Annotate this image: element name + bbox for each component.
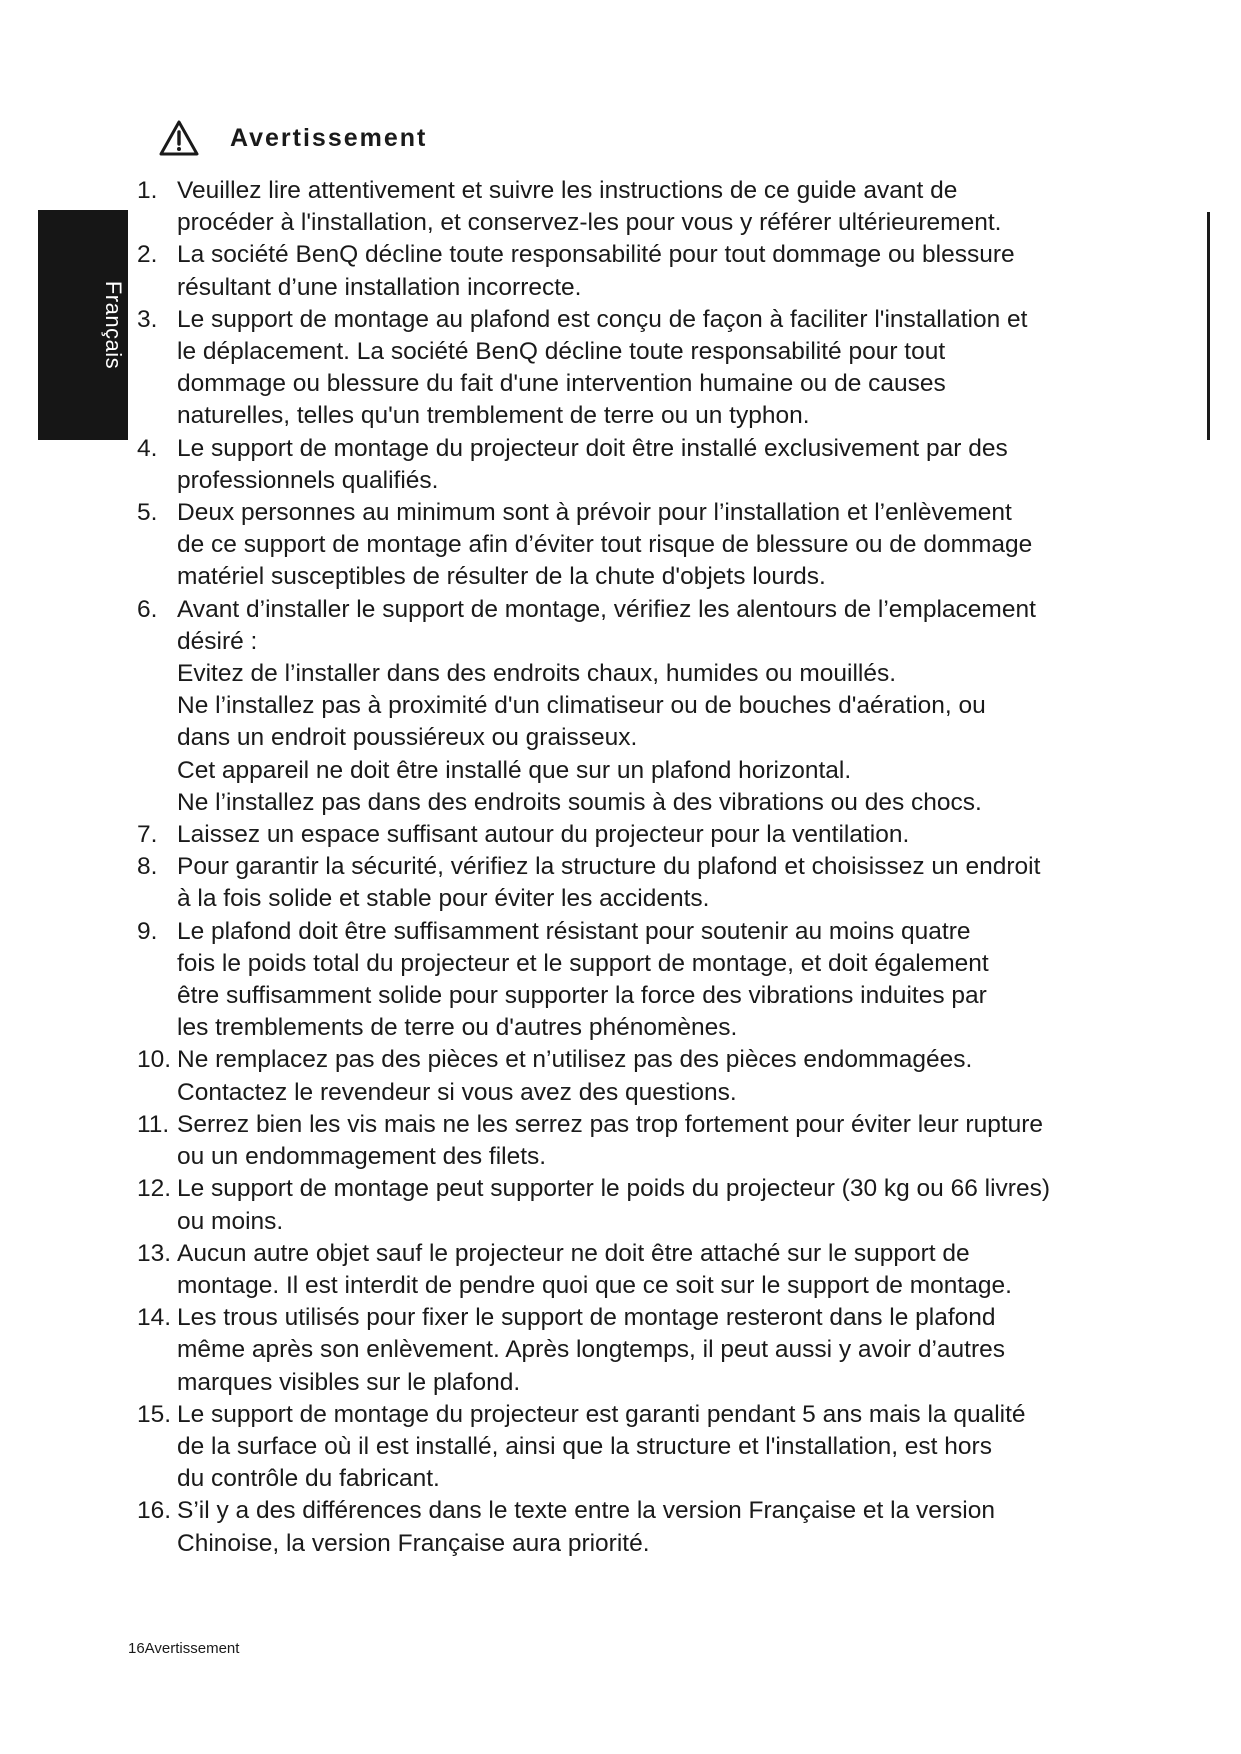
- item-number: 14.: [137, 1304, 172, 1332]
- item-text: Pour garantir la sécurité, vérifiez la structure du plafond et choisissez un endroit à la fois solide et stable pour éviter les accidents.: [177, 853, 1041, 913]
- item-number: 2.: [137, 241, 158, 269]
- warning-item: [137, 851, 1137, 915]
- warning-item: [137, 433, 1137, 497]
- warning-item: [137, 175, 1137, 239]
- item-text: Le support de montage du projecteur doit être installé exclusivement par des professionnels qualifiés.: [177, 434, 1008, 494]
- item-text: Le support de montage au plafond est conçu de façon à faciliter l'installation et le déplacement. La société BenQ décline toute responsabilité pour tout dommage ou blessure du fait d'une intervention humaine ou de causes naturelles, telles qu'un tremblement de terre ou un typhon.: [177, 305, 1028, 430]
- warning-triangle-icon: [158, 119, 200, 157]
- item-text: Le plafond doit être suffisamment résistant pour soutenir au moins quatre fois le poids total du projecteur et le support de montage, et doit également être suffisamment solide pour supporter la force des vibrations induites par les tremblements de terre ou d'autres phénomènes.: [177, 917, 989, 1042]
- item-number: 1.: [137, 177, 158, 204]
- item-number: 8.: [137, 853, 158, 881]
- warning-item: [137, 304, 1137, 433]
- item-number: 11.: [137, 1110, 170, 1138]
- item-text: Les trous utilisés pour fixer le support de montage resteront dans le plafond même après son enlèvement. Après longtemps, il peut aussi y avoir d’autres marques visibles sur le plafond.: [177, 1304, 1005, 1396]
- item-number: 5.: [137, 499, 158, 527]
- language-tab-label: Français: [101, 280, 126, 370]
- item-number: 16.: [137, 1497, 172, 1525]
- item-text: La société BenQ décline toute responsabilité pour tout dommage ou blessure résultant d’une installation incorrecte.: [177, 241, 1015, 301]
- item-text: Avant d’installer le support de montage, vérifiez les alentours de l’emplacement désiré : Evitez de l’installer dans des endroits chaux, humides ou mouillés. Ne l’installez pas à proximité d'un climatiseur ou de bouches d'aération, ou dans un endroit poussiéreux ou graisseux. Cet appareil ne doit être installé que sur un plafond horizontal. Ne l’installez pas dans des endroits soumis à des vibrations ou des chocs.: [177, 595, 1036, 816]
- item-number: 3.: [137, 305, 158, 333]
- item-text: S’il y a des différences dans le texte entre la version Française et la version Chinoise, la version Française aura priorité.: [177, 1497, 995, 1557]
- item-number: 7.: [137, 821, 158, 849]
- item-number: 12.: [137, 1175, 172, 1203]
- item-text: Deux personnes au minimum sont à prévoir pour l’installation et l’enlèvement de ce support de montage afin d’éviter tout risque de blessure ou de dommage matériel susceptibles de résulter de la chute d'objets lourds.: [177, 499, 1033, 591]
- warning-list: [137, 175, 1137, 1560]
- warning-item: [137, 1173, 1137, 1237]
- warning-item: [137, 1495, 1137, 1559]
- item-text: Serrez bien les vis mais ne les serrez pas trop fortement pour éviter leur rupture ou un endommagement des filets.: [177, 1110, 1044, 1171]
- page-title: Avertissement: [230, 123, 428, 152]
- item-text: Laissez un espace suffisant autour du projecteur pour la ventilation.: [177, 821, 910, 849]
- item-text: Ne remplacez pas des pièces et n’utilisez pas des pièces endommagées. Contactez le revendeur si vous avez des questions.: [177, 1046, 973, 1106]
- warning-item: [137, 1044, 1137, 1108]
- item-number: 9.: [137, 917, 158, 945]
- item-number: 13.: [137, 1239, 172, 1267]
- warning-header: [158, 115, 427, 161]
- warning-item: [137, 916, 1137, 1045]
- warning-item: [137, 497, 1137, 594]
- item-text: Veuillez lire attentivement et suivre les instructions de ce guide avant de procéder à l'installation, et conservez-les pour vous y référer ultérieurement.: [177, 177, 1002, 237]
- item-number: 15.: [137, 1400, 172, 1428]
- warning-item: [137, 819, 1137, 851]
- warning-item: [137, 1109, 1137, 1173]
- item-number: 10.: [137, 1046, 172, 1074]
- page-footer: 16Avertissement: [128, 1640, 240, 1657]
- item-text: Le support de montage du projecteur est garanti pendant 5 ans mais la qualité de la surface où il est installé, ainsi que la structure et l'installation, est hors du contrôle du fabricant.: [177, 1400, 1026, 1493]
- warning-item: [137, 594, 1137, 819]
- item-text: Le support de montage peut supporter le poids du projecteur (30 kg ou 66 livres) ou moins.: [177, 1175, 1051, 1235]
- item-text: Aucun autre objet sauf le projecteur ne doit être attaché sur le support de montage. Il est interdit de pendre quoi que ce soit sur le support de montage.: [177, 1239, 1012, 1299]
- right-margin-rule: [1207, 212, 1210, 440]
- warning-item: [137, 239, 1137, 303]
- item-number: 6.: [137, 595, 158, 623]
- warning-item: [137, 1238, 1137, 1302]
- warning-item: [137, 1399, 1137, 1496]
- warning-item: [137, 1302, 1137, 1399]
- item-number: 4.: [137, 434, 158, 462]
